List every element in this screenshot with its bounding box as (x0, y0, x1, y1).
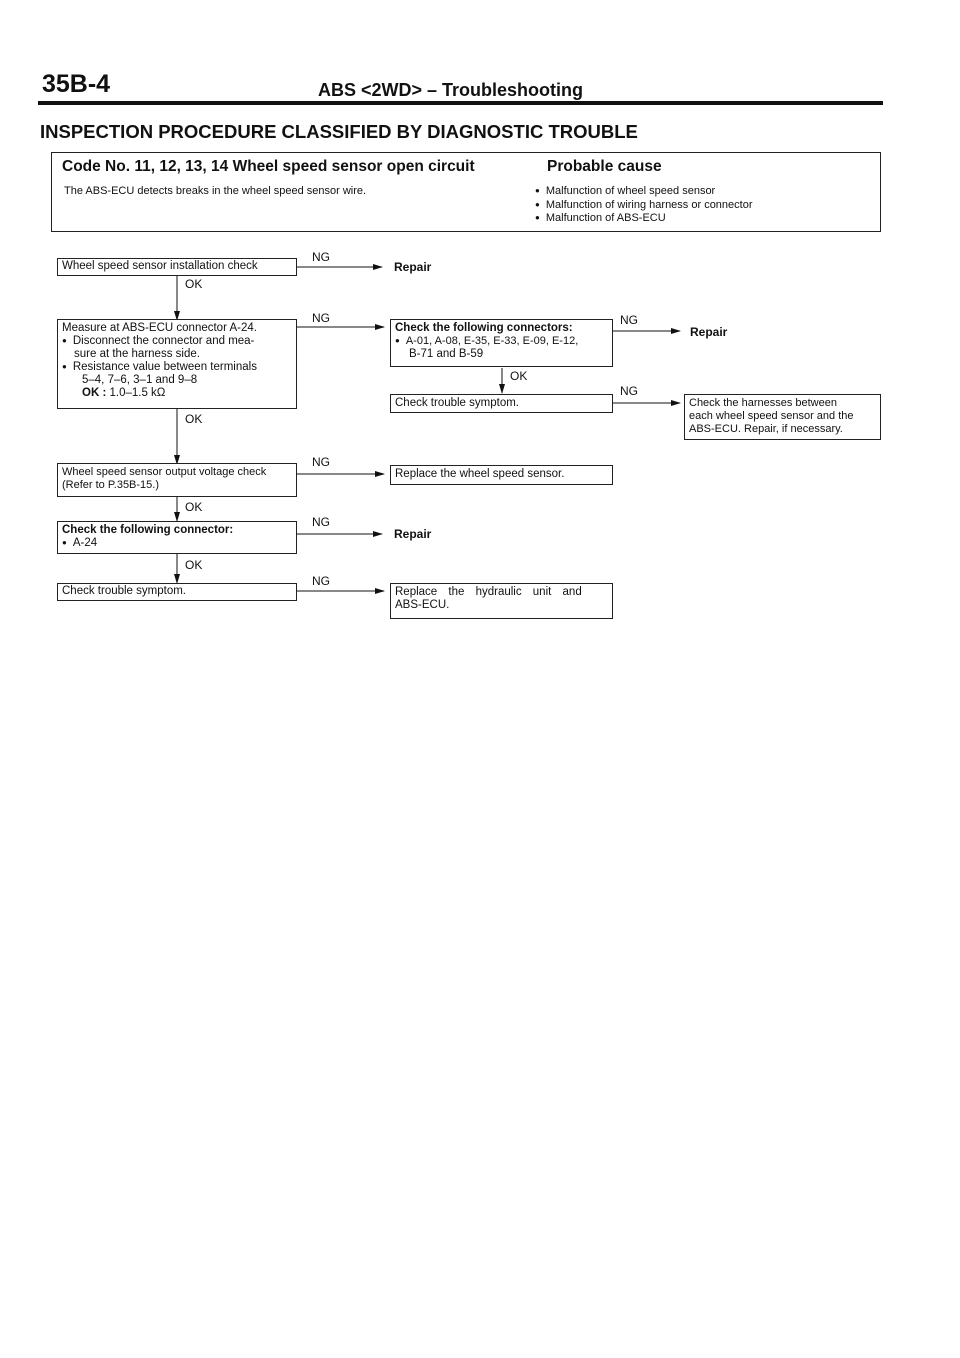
repair-result: Repair (690, 325, 728, 339)
step-check-connectors (390, 319, 613, 367)
cause-item: ● Malfunction of wheel speed sensor (535, 185, 753, 199)
ng-label: NG (312, 311, 330, 325)
ok-label: OK (510, 369, 528, 383)
step-replace-sensor (390, 465, 613, 485)
ng-label: NG (620, 384, 638, 398)
ng-label: NG (620, 313, 638, 327)
step-text: Wheel speed sensor installation check (62, 260, 258, 272)
step-bullet: ● Resistance value between terminals (62, 361, 292, 374)
step-check-trouble-symptom-2 (390, 394, 613, 413)
step-text: Replace the wheel speed sensor. (395, 468, 565, 480)
page-title: ABS <2WD> – Troubleshooting (318, 80, 584, 100)
step-text: ABS-ECU. (395, 599, 450, 611)
step-text: Check the following connectors: (395, 322, 573, 334)
step-check-connector (57, 521, 297, 554)
ok-spec-value: 1.0–1.5 kΩ (109, 387, 166, 399)
step-bullet: ● A-24 (62, 537, 292, 550)
step-text: 5–4, 7–6, 3–1 and 9–8 (82, 374, 198, 386)
ng-label: NG (312, 515, 330, 529)
step-bullet: ● Disconnect the connector and mea- (62, 335, 292, 348)
step-text: B-71 and B-59 (409, 348, 484, 360)
page-number: 35B-4 (42, 70, 111, 98)
step-text: Replace the hydraulic unit and (395, 586, 582, 598)
step-text: Check the following connector: (62, 524, 234, 536)
ng-label: NG (312, 250, 330, 264)
step-text: Check the harnesses between (689, 397, 837, 409)
ok-spec (62, 387, 292, 400)
section-title: INSPECTION PROCEDURE CLASSIFIED BY DIAGNOSTIC TROUBLE (40, 121, 638, 142)
step-sensor-installation-check (57, 258, 297, 276)
step-text: ABS-ECU. Repair, if necessary. (689, 423, 843, 435)
code-description: The ABS-ECU detects breaks in the wheel speed sensor wire. (64, 185, 367, 197)
step-output-voltage-check (57, 463, 297, 497)
ok-label: OK (185, 412, 203, 426)
probable-cause-heading: Probable cause (547, 158, 662, 175)
step-bullet: ● A-01, A-08, E-35, E-33, E-09, E-12, (395, 335, 608, 348)
step-text: Check trouble symptom. (395, 397, 519, 409)
step-measure-connector (57, 319, 297, 409)
step-text: sure at the harness side. (74, 348, 200, 360)
ng-label: NG (312, 455, 330, 469)
step-text: Wheel speed sensor output voltage check (62, 466, 267, 478)
ng-label: NG (312, 574, 330, 588)
step-text: each wheel speed sensor and the (689, 410, 854, 422)
step-text: Check trouble symptom. (62, 585, 186, 597)
step-replace-hydraulic-unit (390, 583, 613, 619)
ok-spec-label: OK : (82, 387, 107, 399)
ok-label: OK (185, 558, 203, 572)
cause-item: ● Malfunction of ABS-ECU (535, 212, 753, 226)
ok-label: OK (185, 277, 203, 291)
step-text: (Refer to P.35B-15.) (62, 479, 160, 491)
repair-result: Repair (394, 260, 432, 274)
repair-result: Repair (394, 527, 432, 541)
ok-label: OK (185, 500, 203, 514)
step-text: Measure at ABS-ECU connector A-24. (62, 322, 257, 334)
step-check-harnesses (684, 394, 881, 440)
code-heading: Code No. 11, 12, 13, 14 Wheel speed sensor open circuit (62, 158, 475, 175)
cause-item: ● Malfunction of wiring harness or connector (535, 199, 753, 213)
step-check-trouble-symptom (57, 583, 297, 601)
